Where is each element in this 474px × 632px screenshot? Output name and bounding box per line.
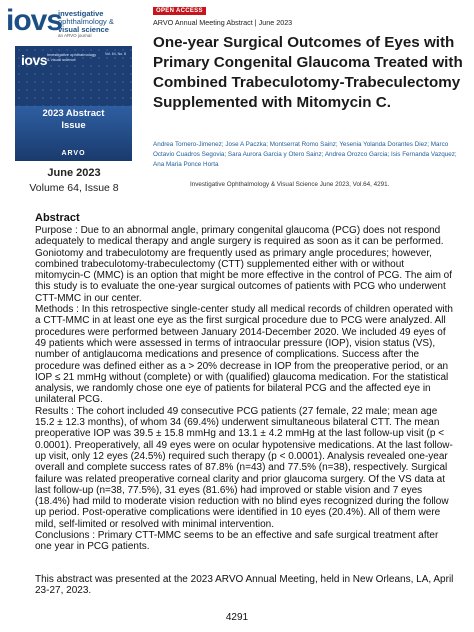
journal-logo-text: iovs <box>6 4 63 37</box>
journal-full-name <box>58 10 114 34</box>
abstract-results: Results : The cohort included 49 consecutive PCG patients (27 female, 22 male; mean age 15.2 ± 12.3 months), of whom 34 (69.4%) underwent simultaneous bilateral CTT. The mean preoperative IOP was 39.5 ± 15.8 mmHg and 13.1 ± 4.2 mmHg at the last follow-up visit (p < 0.0001). Preoperatively, all 49 eyes were on ocular hypotensive medications. At the last follow-up visit, only 12 eyes (24.5%) required such therapy (p < 0.0001). Analysis revealed one-year overall and complete success rates of 87.8% (n=43) and 77.5% (n=38), respectively. Surgical failure was related preoperative corneal clarity and prior glaucoma surgery. Of the VS data at last follow-up (n=38, 77.5%), 31 eyes (81.6%) had improved or stable vision and 7 eyes (18.4%) had mild to moderate vision reduction with no blind eyes recognized during the follow up period. Post-operative complications were identified in 10 eyes (20.4%). All of them were mild, self-limited or resolved with minimal intervention. <box>35 405 453 530</box>
journal-name-line3: visual science <box>58 25 109 34</box>
journal-name-line2: ophthalmology & <box>58 17 114 26</box>
cover-volume: Vol. 64, No. 8 <box>104 52 126 56</box>
cover-title-line2: Issue <box>61 120 86 131</box>
issue-cover-image[interactable] <box>15 46 132 161</box>
cover-arvo-logo: ARVO <box>61 150 86 157</box>
issue-volume[interactable]: Volume 64, Issue 8 <box>29 182 119 194</box>
journal-logo[interactable] <box>6 6 146 38</box>
cover-title <box>15 108 132 132</box>
author-list[interactable]: Andrea Tornero-Jimenez; Jose A Paczka; Montserrat Romo Sainz; Yesenia Yolanda Dorantes Diez; Marco Octavio Cuadros Segovia; Sara Aurora Garcia y Otero Sainz; Andrea Orozco Garcia; Isis Fernanda Vazquez; Ana Maria Ponce Horta <box>153 141 457 168</box>
article-meta: ARVO Annual Meeting Abstract | June 2023 <box>153 18 293 27</box>
abstract-body <box>35 225 455 553</box>
abstract-conclusions: Conclusions : Primary CTT-MMC seems to be an effective and safe surgical treatment after one year in PCG patients. <box>35 530 439 553</box>
cover-logo-sub: investigative ophthalmology & visual science <box>47 52 97 62</box>
article-title: One-year Surgical Outcomes of Eyes with Primary Congenital Glaucoma Treated with Combined Trabeculotomy-Trabeculectomy Supplemented with Mitomycin C. <box>153 34 463 111</box>
cover-logo: iovs <box>21 52 48 68</box>
abstract-purpose: Purpose : Due to an abnormal angle, primary congenital glaucoma (PCG) does not respond adequately to medical therapy and angle surgery is required as soon as it can be performed. Goniotomy and trabeculotomy are frequently used as primary angle procedures; however, combined trabeculotomy-trabeculectomy (CTT) supplemented either with or without mitomycin-C (MMC) is an option that might be more effective in the control of PCG. The aim of this study is to evaluate the one-year surgical outcomes of patients with PCG who underwent CTT-MMC in our center. <box>35 225 453 304</box>
issue-date: June 2023 <box>47 167 101 179</box>
journal-name-line1: investigative <box>58 9 104 18</box>
abstract-methods: Methods : In this retrospective single-center study all medical records of children operated with a CTT-MMC in at least one eye as the first surgical procedure due to PCG were analyzed. All procedures were performed between January 2014-December 2020. We included 49 eyes of 49 patients which were assessed in terms of intraocular pressure (IOP), vision status (VS), number of antiglaucoma medications and presence of complications. Success after the procedure was defined either as a > 20% decrease in IOP from the preoperative period, or an IOP ≤ 21 mmHg without (complete) or with (qualified) glaucoma medication. For the statistical analysis, we randomly chose one eye of patients for bilateral PCG and the affected eye in unilateral PCG. <box>35 304 453 406</box>
page-number: 4291 <box>225 612 249 623</box>
cover-title-line1: 2023 Abstract <box>42 108 105 119</box>
citation: Investigative Ophthalmology & Visual Science June 2023, Vol.64, 4291. <box>190 181 390 188</box>
abstract-heading: Abstract <box>35 212 80 224</box>
arvo-journal-tag: an ARVO journal <box>58 33 92 38</box>
presentation-note: This abstract was presented at the 2023 ARVO Annual Meeting, held in New Orleans, LA, April 23-27, 2023. <box>35 574 454 597</box>
open-access-badge: OPEN ACCESS <box>153 7 206 15</box>
